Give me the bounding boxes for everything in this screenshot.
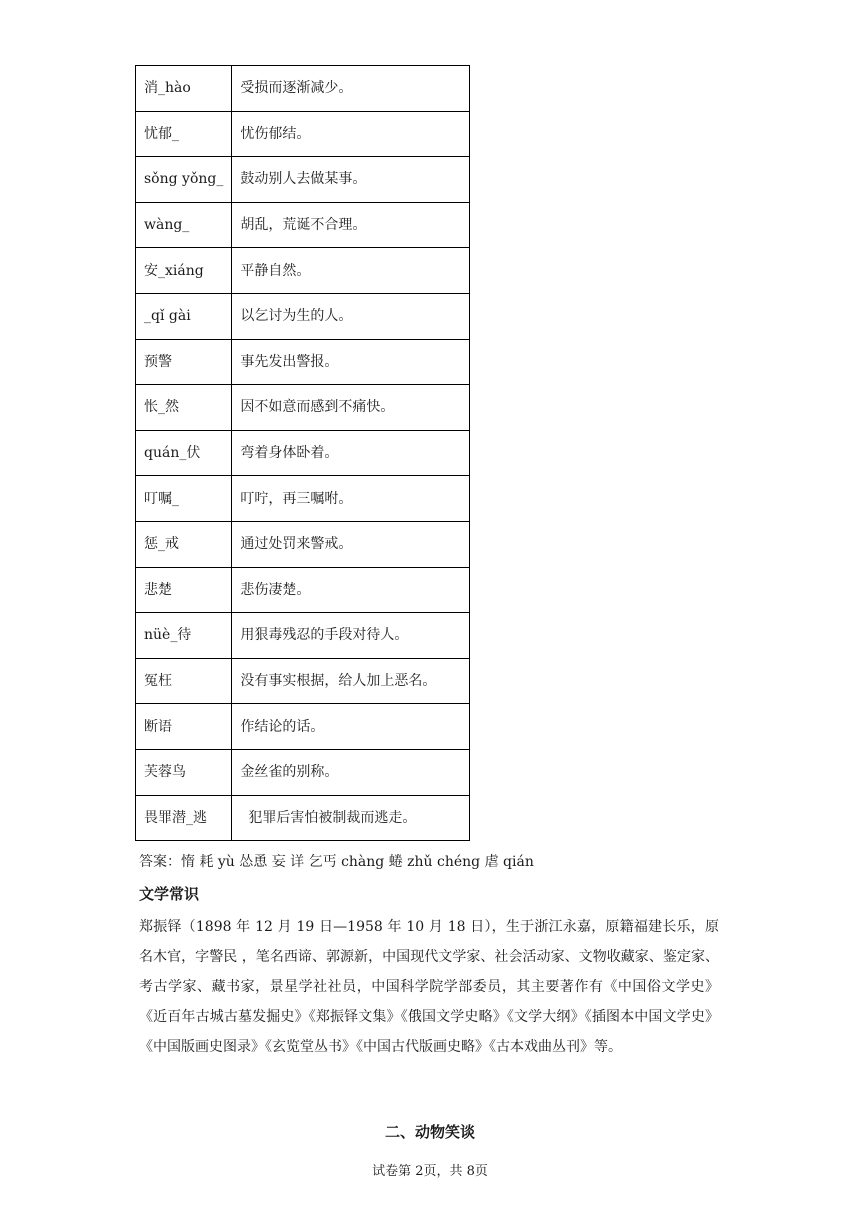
vocab-term: quán_伏	[136, 430, 232, 476]
table-row	[136, 749, 470, 795]
vocab-meaning: 金丝雀的别称。	[232, 749, 470, 795]
vocab-meaning: 忧伤郁结。	[232, 111, 470, 157]
vocab-term: 冤枉	[136, 658, 232, 704]
vocab-term: 忧郁_	[136, 111, 232, 157]
table-row	[136, 293, 470, 339]
table-row	[136, 567, 470, 613]
vocab-term: 悲楚	[136, 567, 232, 613]
table-row	[136, 339, 470, 385]
table-row	[136, 613, 470, 659]
vocab-term: 预警	[136, 339, 232, 385]
vocab-meaning: 叮咛，再三嘱咐。	[232, 476, 470, 522]
vocab-meaning: 受损而逐渐减少。	[232, 66, 470, 112]
vocab-term: wàng_	[136, 202, 232, 248]
table-row	[136, 521, 470, 567]
table-row	[136, 795, 470, 841]
vocab-term: 叮嘱_	[136, 476, 232, 522]
table-row	[136, 66, 470, 112]
vocab-term: 畏罪潜_逃	[136, 795, 232, 841]
vocab-term: 消_hào	[136, 66, 232, 112]
answer-line: 答案：惰 耗 yù 怂恿 妄 详 乞丐 chàng 蜷 zhǔ chéng 虐 qián	[139, 854, 534, 870]
vocab-meaning: 事先发出警报。	[232, 339, 470, 385]
vocab-term: sǒng yǒng_	[136, 157, 232, 203]
part-title: 二、动物笑谈	[384, 1123, 475, 1141]
table-row	[136, 658, 470, 704]
vocab-meaning: 悲伤凄楚。	[232, 567, 470, 613]
vocab-term: _qǐ gài	[136, 293, 232, 339]
literature-paragraph: 郑振铎（1898 年 12 月 19 日—1958 年 10 月 18 日），生于浙江永嘉，原籍福建长乐，原名木官，字警民 ，笔名西谛、郭源新，中国现代文学家、社会活动家、文物收藏家、鉴定家、考古学家、藏书家，景星学社社员，中国科学院学部委员，其主要著作有《中国俗文学史》《近百年古城古墓发掘史》《郑振铎文集》《俄国文学史略》《文学大纲》《插图本中国文学史》《中国版画史图录》《玄览堂丛书》《中国古代版画史略》《古本戏曲丛刊》等。	[139, 919, 719, 1055]
table-row	[136, 385, 470, 431]
vocab-meaning: 鼓动别人去做某事。	[232, 157, 470, 203]
vocab-term: 怅_然	[136, 385, 232, 431]
table-row	[136, 157, 470, 203]
table-row	[136, 202, 470, 248]
vocab-meaning: 作结论的话。	[232, 704, 470, 750]
table-row	[136, 476, 470, 522]
vocab-meaning: 胡乱，荒诞不合理。	[232, 202, 470, 248]
vocab-meaning: 因不如意而感到不痛快。	[232, 385, 470, 431]
table-row	[136, 704, 470, 750]
vocab-term: 断语	[136, 704, 232, 750]
vocab-term: nüè_待	[136, 613, 232, 659]
literature-heading: 文学常识	[139, 885, 200, 903]
vocab-meaning: 以乞讨为生的人。	[232, 293, 470, 339]
table-row	[136, 111, 470, 157]
vocab-meaning: 弯着身体卧着。	[232, 430, 470, 476]
vocab-term: 安_xiáng	[136, 248, 232, 294]
vocab-meaning: 没有事实根据，给人加上恶名。	[232, 658, 470, 704]
vocab-meaning: 平静自然。	[232, 248, 470, 294]
vocab-table-body	[136, 66, 470, 841]
page-footer: 试卷第 2页，共 8页	[372, 1164, 488, 1179]
vocab-meaning: 犯罪后害怕被制裁而逃走。	[232, 795, 470, 841]
table-row	[136, 248, 470, 294]
vocab-term: 惩_戒	[136, 521, 232, 567]
vocab-term: 芙蓉鸟	[136, 749, 232, 795]
vocab-meaning: 用狠毒残忍的手段对待人。	[232, 613, 470, 659]
vocab-table	[135, 65, 470, 841]
table-row	[136, 430, 470, 476]
vocab-meaning: 通过处罚来警戒。	[232, 521, 470, 567]
